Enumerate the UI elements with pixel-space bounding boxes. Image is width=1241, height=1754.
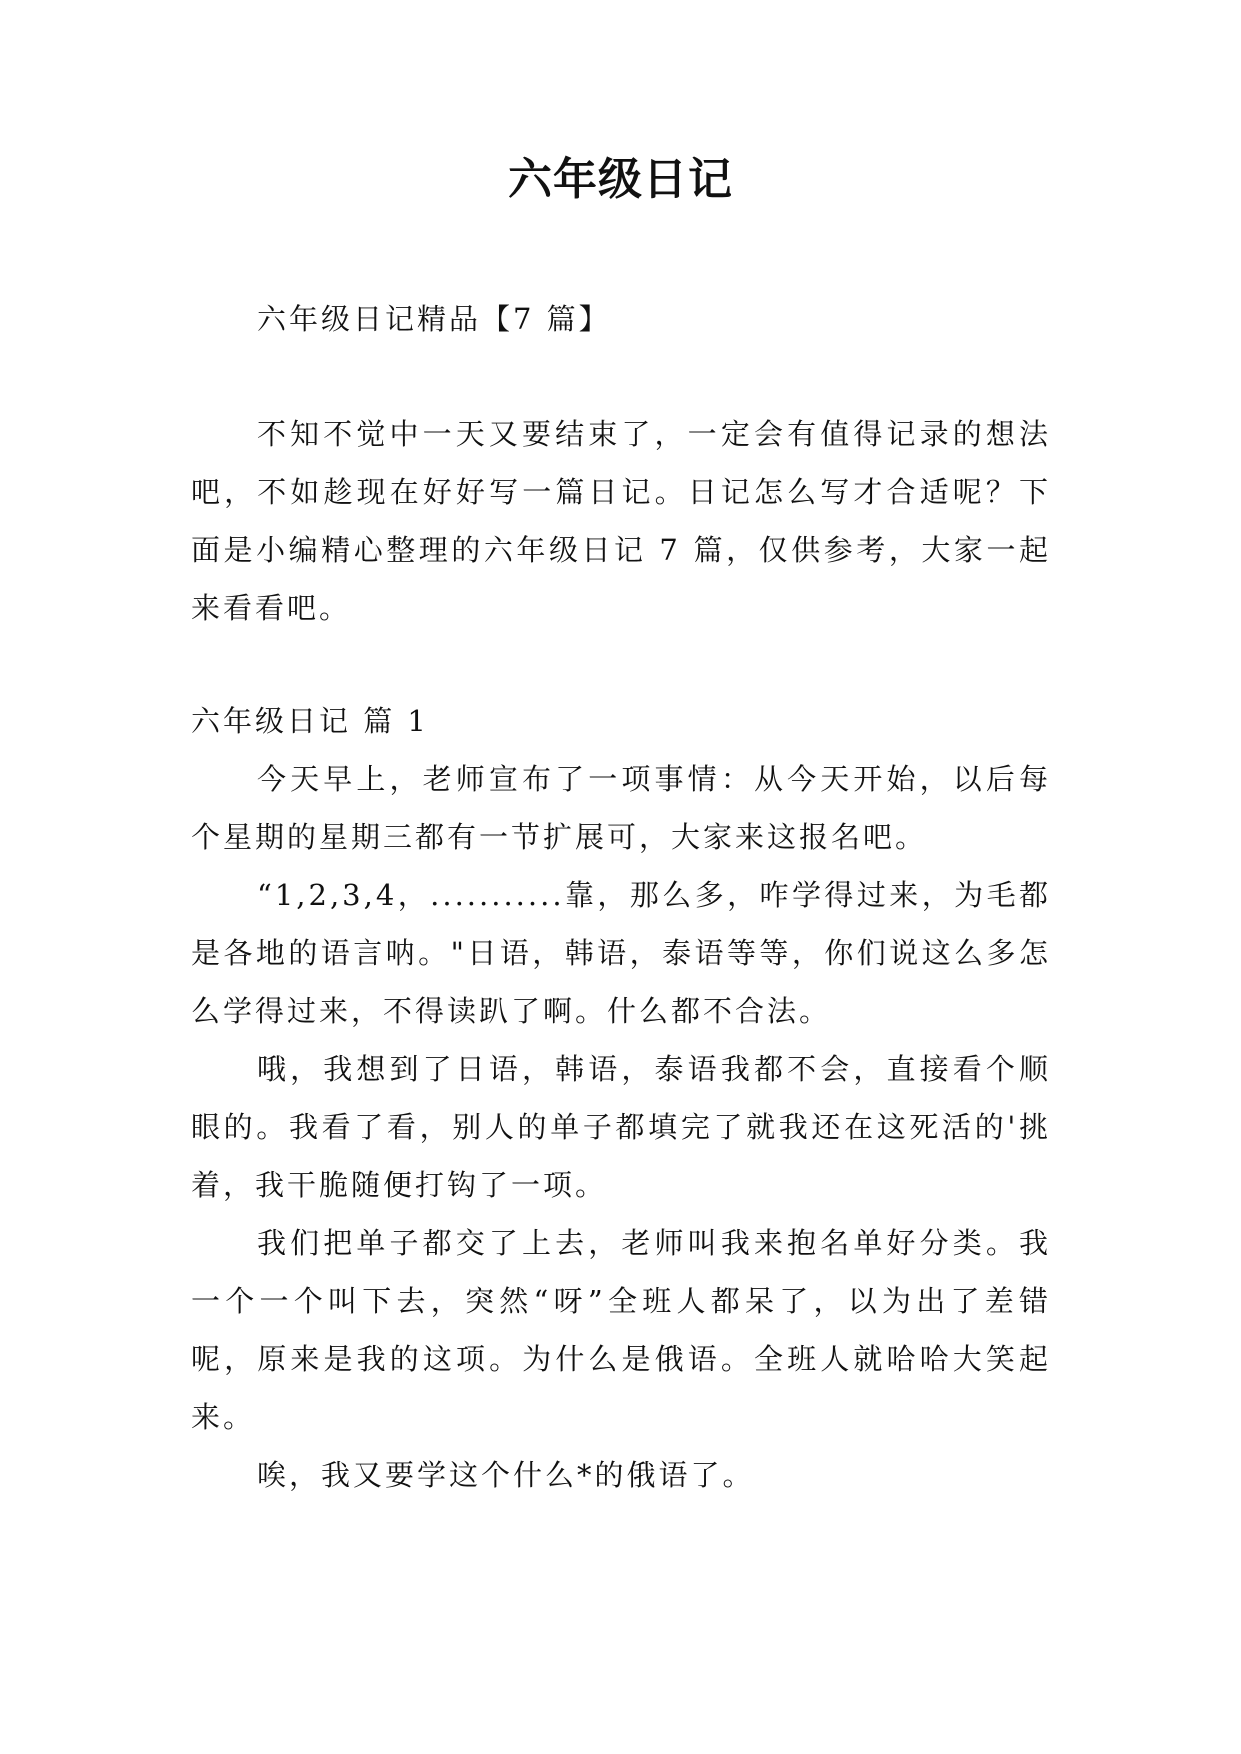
section-paragraph: 唉，我又要学这个什么*的俄语了。: [257, 1458, 755, 1492]
section-paragraph: 今天早上，老师宣布了一项事情：从今天开始，以后每个星期的星期三都有一节扩展可，大家来这报名吧。: [191, 762, 1051, 854]
document-subtitle: 六年级日记精品【7 篇】: [257, 302, 611, 336]
section-heading: 六年级日记 篇 1: [191, 704, 429, 738]
section-paragraph: 我们把单子都交了上去，老师叫我来抱名单好分类。我一个一个叫下去，突然“呀”全班人都呆了，以为出了差错呢，原来是我的这项。为什么是俄语。全班人就哈哈大笑起来。: [191, 1226, 1051, 1434]
diary-section-1: [191, 692, 1051, 1504]
section-paragraph: 哦，我想到了日语，韩语，泰语我都不会，直接看个顺眼的。我看了看，别人的单子都填完了就我还在这死活的'挑着，我干脆随便打钩了一项。: [191, 1052, 1051, 1202]
section-paragraph: “1,2,3,4，...........靠，那么多，咋学得过来，为毛都是各地的语言呐。"日语，韩语，泰语等等，你们说这么多怎么学得过来，不得读趴了啊。什么都不合法。: [191, 878, 1051, 1028]
document-title: 六年级日记: [508, 154, 733, 205]
intro-paragraph: 不知不觉中一天又要结束了，一定会有值得记录的想法吧，不如趁现在好好写一篇日记。日记怎么写才合适呢？下面是小编精心整理的六年级日记 7 篇，仅供参考，大家一起来看看吧。: [191, 417, 1051, 625]
